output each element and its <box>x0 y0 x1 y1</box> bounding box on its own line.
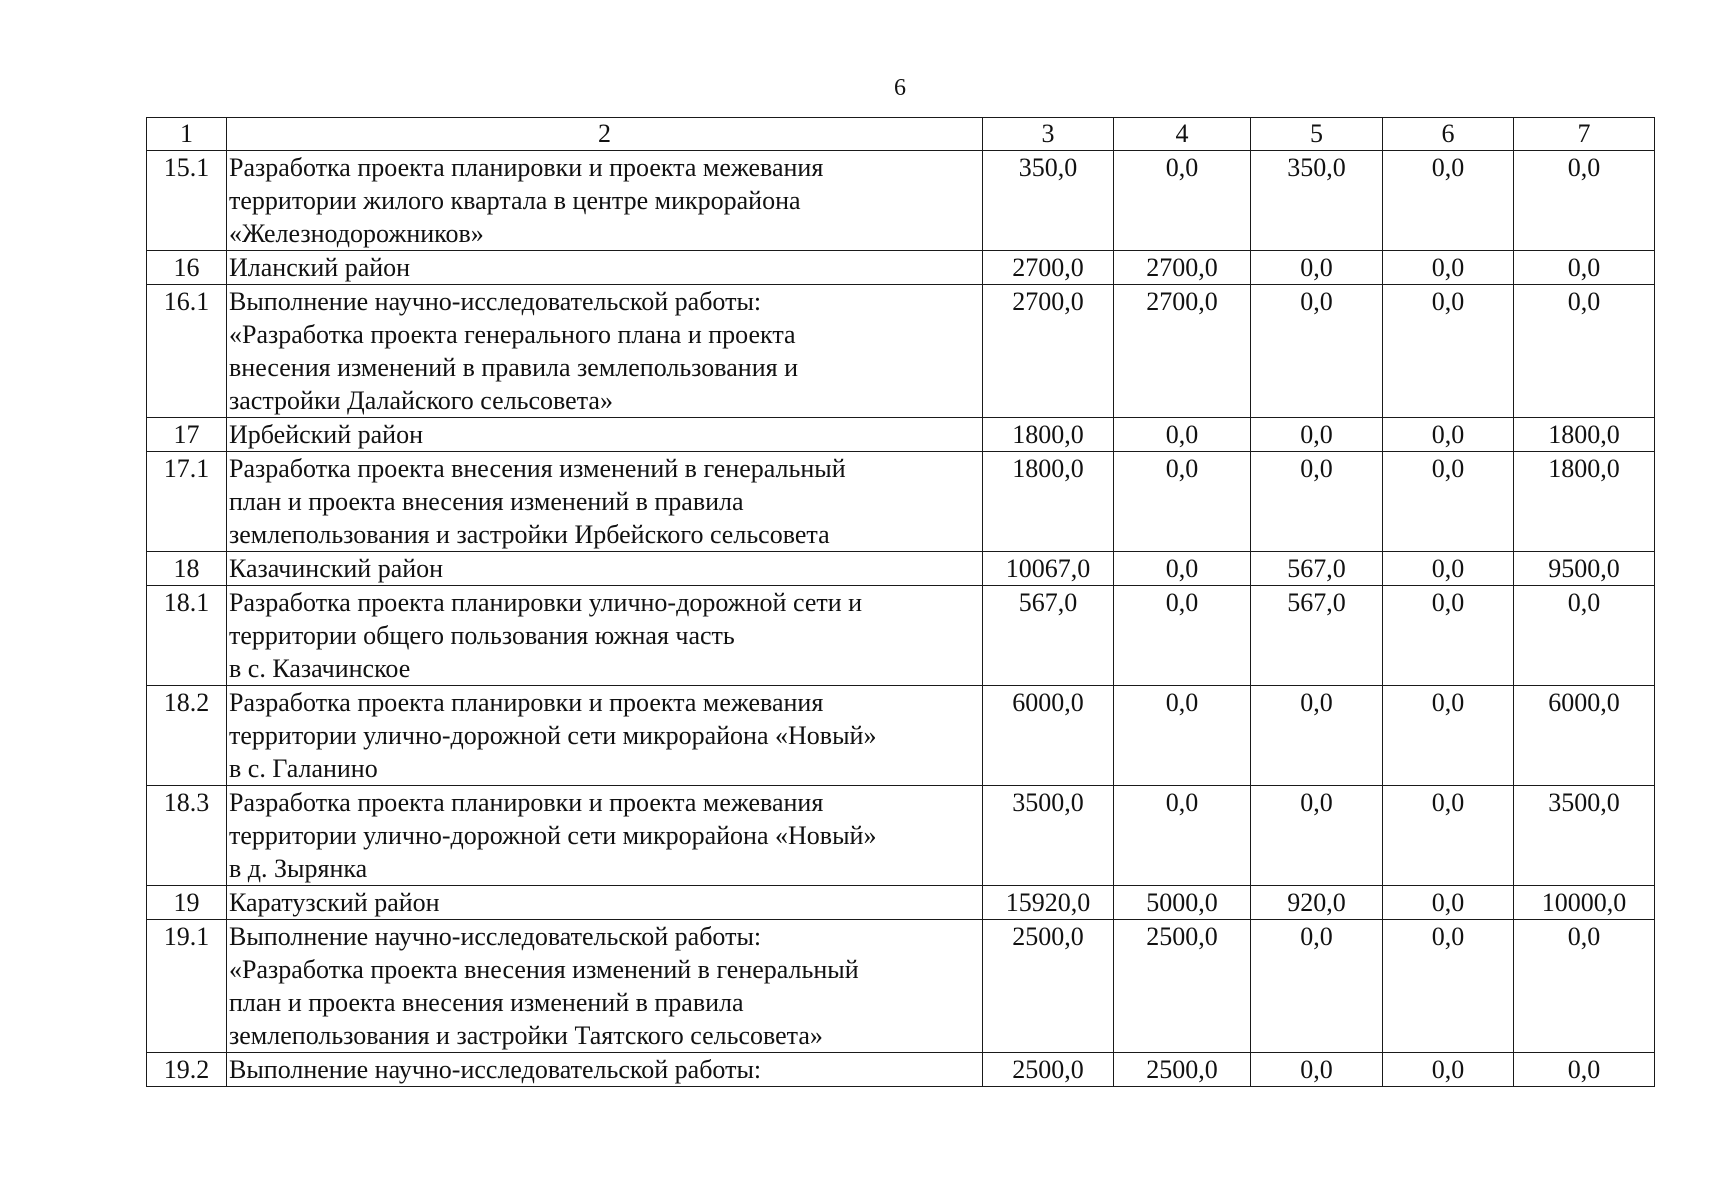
description-line: Выполнение научно-исследовательской работы: <box>229 922 762 951</box>
description-line: в д. Зырянка <box>229 854 368 883</box>
table-row <box>147 418 1655 452</box>
description-line: Казачинский район <box>229 554 444 583</box>
description-line: Выполнение научно-исследовательской работы: <box>229 1055 762 1084</box>
amount-cell-col6: 0,0 <box>1383 452 1514 552</box>
amount-cell-col7: 0,0 <box>1514 151 1655 251</box>
description-line: территории улично-дорожной сети микрорайона «Новый» <box>229 721 877 750</box>
description-line: территории улично-дорожной сети микрорайона «Новый» <box>229 821 877 850</box>
page-number: 6 <box>894 75 906 101</box>
description-line: Разработка проекта внесения изменений в генеральный <box>229 454 846 483</box>
row-description <box>227 151 983 251</box>
row-number: 19.1 <box>147 920 227 1053</box>
description-line: внесения изменений в правила землепользования и <box>229 353 798 382</box>
column-number: 4 <box>1114 118 1251 151</box>
table-row <box>147 251 1655 285</box>
amount-cell-col7: 3500,0 <box>1514 786 1655 886</box>
amount-cell-col5: 0,0 <box>1251 686 1383 786</box>
description-line: «Разработка проекта внесения изменений в генеральный <box>229 955 859 984</box>
column-number: 1 <box>147 118 227 151</box>
amount-cell-col5: 0,0 <box>1251 1053 1383 1087</box>
amount-cell-col6: 0,0 <box>1383 418 1514 452</box>
row-number: 18 <box>147 552 227 586</box>
amount-cell-col7: 0,0 <box>1514 920 1655 1053</box>
amount-cell-col7: 0,0 <box>1514 586 1655 686</box>
amount-cell-col4: 2700,0 <box>1114 285 1251 418</box>
row-number: 18.3 <box>147 786 227 886</box>
amount-cell-col3: 10067,0 <box>983 552 1114 586</box>
amount-cell-col4: 0,0 <box>1114 586 1251 686</box>
amount-cell-col7: 1800,0 <box>1514 418 1655 452</box>
amount-cell-col5: 0,0 <box>1251 418 1383 452</box>
row-description <box>227 586 983 686</box>
description-line: «Разработка проекта генерального плана и проекта <box>229 320 796 349</box>
amount-cell-col7: 0,0 <box>1514 1053 1655 1087</box>
amount-cell-col6: 0,0 <box>1383 1053 1514 1087</box>
amount-cell-col4: 2500,0 <box>1114 920 1251 1053</box>
description-line: план и проекта внесения изменений в правила <box>229 988 744 1017</box>
row-number: 19.2 <box>147 1053 227 1087</box>
amount-cell-col5: 0,0 <box>1251 920 1383 1053</box>
amount-cell-col6: 0,0 <box>1383 886 1514 920</box>
column-number: 6 <box>1383 118 1514 151</box>
amount-cell-col6: 0,0 <box>1383 920 1514 1053</box>
table-row <box>147 452 1655 552</box>
amount-cell-col5: 350,0 <box>1251 151 1383 251</box>
row-number: 18.1 <box>147 586 227 686</box>
amount-cell-col3: 2500,0 <box>983 920 1114 1053</box>
row-number: 17.1 <box>147 452 227 552</box>
column-number-row <box>147 118 1655 151</box>
column-number: 2 <box>227 118 983 151</box>
row-description <box>227 920 983 1053</box>
table-row <box>147 1053 1655 1087</box>
column-number: 7 <box>1514 118 1655 151</box>
amount-cell-col6: 0,0 <box>1383 285 1514 418</box>
row-number: 19 <box>147 886 227 920</box>
description-line: Выполнение научно-исследовательской работы: <box>229 287 762 316</box>
amount-cell-col6: 0,0 <box>1383 151 1514 251</box>
description-line: землепользования и застройки Таятского сельсовета» <box>229 1021 823 1050</box>
description-line: Разработка проекта планировки и проекта межевания <box>229 153 824 182</box>
amount-cell-col7: 0,0 <box>1514 285 1655 418</box>
description-line: застройки Далайского сельсовета» <box>229 386 613 415</box>
amount-cell-col4: 2700,0 <box>1114 251 1251 285</box>
row-description <box>227 285 983 418</box>
amount-cell-col6: 0,0 <box>1383 786 1514 886</box>
table-row <box>147 886 1655 920</box>
amount-cell-col4: 0,0 <box>1114 686 1251 786</box>
amount-cell-col3: 6000,0 <box>983 686 1114 786</box>
amount-cell-col5: 920,0 <box>1251 886 1383 920</box>
table-body <box>147 118 1655 1087</box>
description-line: Иланский район <box>229 253 411 282</box>
row-number: 17 <box>147 418 227 452</box>
row-description <box>227 886 983 920</box>
row-description <box>227 1053 983 1087</box>
amount-cell-col4: 2500,0 <box>1114 1053 1251 1087</box>
amount-cell-col5: 0,0 <box>1251 452 1383 552</box>
amount-cell-col7: 0,0 <box>1514 251 1655 285</box>
description-line: «Железнодорожников» <box>229 219 484 248</box>
amount-cell-col4: 0,0 <box>1114 151 1251 251</box>
amount-cell-col3: 567,0 <box>983 586 1114 686</box>
description-line: землепользования и застройки Ирбейского сельсовета <box>229 520 830 549</box>
row-description <box>227 686 983 786</box>
amount-cell-col3: 15920,0 <box>983 886 1114 920</box>
row-number: 15.1 <box>147 151 227 251</box>
amount-cell-col4: 0,0 <box>1114 418 1251 452</box>
row-number: 16 <box>147 251 227 285</box>
column-number: 3 <box>983 118 1114 151</box>
amount-cell-col6: 0,0 <box>1383 586 1514 686</box>
row-number: 16.1 <box>147 285 227 418</box>
row-description <box>227 786 983 886</box>
row-number: 18.2 <box>147 686 227 786</box>
amount-cell-col4: 5000,0 <box>1114 886 1251 920</box>
row-description <box>227 552 983 586</box>
amount-cell-col7: 9500,0 <box>1514 552 1655 586</box>
description-line: план и проекта внесения изменений в правила <box>229 487 744 516</box>
amount-cell-col3: 3500,0 <box>983 786 1114 886</box>
amount-cell-col7: 10000,0 <box>1514 886 1655 920</box>
table-row <box>147 552 1655 586</box>
description-line: территории общего пользования южная часть <box>229 621 735 650</box>
amount-cell-col4: 0,0 <box>1114 552 1251 586</box>
table-row <box>147 586 1655 686</box>
amount-cell-col5: 0,0 <box>1251 285 1383 418</box>
description-line: Разработка проекта планировки улично-дорожной сети и <box>229 588 863 617</box>
amount-cell-col4: 0,0 <box>1114 452 1251 552</box>
row-description <box>227 418 983 452</box>
amount-cell-col5: 0,0 <box>1251 251 1383 285</box>
amount-cell-col5: 567,0 <box>1251 586 1383 686</box>
amount-cell-col3: 2500,0 <box>983 1053 1114 1087</box>
amount-cell-col7: 1800,0 <box>1514 452 1655 552</box>
description-line: Ирбейский район <box>229 420 423 449</box>
amount-cell-col5: 0,0 <box>1251 786 1383 886</box>
amount-cell-col3: 2700,0 <box>983 285 1114 418</box>
row-description <box>227 251 983 285</box>
description-line: Разработка проекта планировки и проекта межевания <box>229 788 824 817</box>
amount-cell-col3: 1800,0 <box>983 418 1114 452</box>
amount-cell-col7: 6000,0 <box>1514 686 1655 786</box>
description-line: Каратузский район <box>229 888 440 917</box>
description-line: в с. Казачинское <box>229 654 411 683</box>
amount-cell-col6: 0,0 <box>1383 686 1514 786</box>
row-description <box>227 452 983 552</box>
table-row <box>147 151 1655 251</box>
table-row <box>147 920 1655 1053</box>
table-row <box>147 285 1655 418</box>
amount-cell-col3: 2700,0 <box>983 251 1114 285</box>
description-line: в с. Галанино <box>229 754 378 783</box>
description-line: Разработка проекта планировки и проекта межевания <box>229 688 824 717</box>
table-row <box>147 686 1655 786</box>
amount-cell-col3: 350,0 <box>983 151 1114 251</box>
table-row <box>147 786 1655 886</box>
budget-table <box>146 117 1655 1087</box>
amount-cell-col6: 0,0 <box>1383 552 1514 586</box>
amount-cell-col4: 0,0 <box>1114 786 1251 886</box>
amount-cell-col6: 0,0 <box>1383 251 1514 285</box>
description-line: территории жилого квартала в центре микрорайона <box>229 186 801 215</box>
amount-cell-col3: 1800,0 <box>983 452 1114 552</box>
column-number: 5 <box>1251 118 1383 151</box>
amount-cell-col5: 567,0 <box>1251 552 1383 586</box>
